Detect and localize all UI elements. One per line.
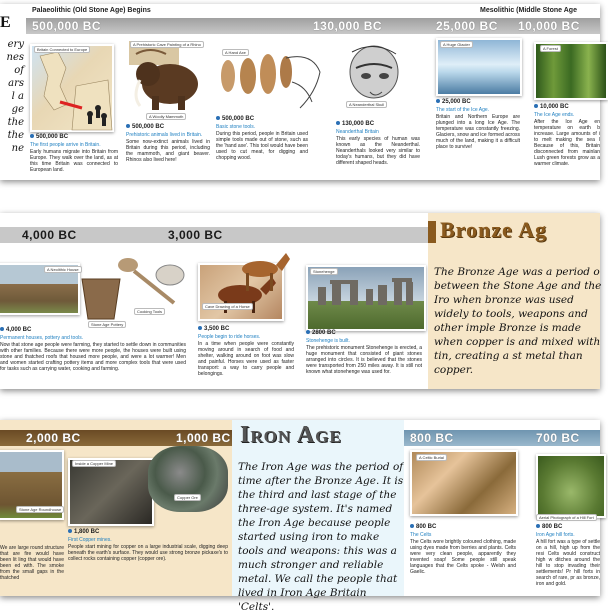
copper-ore-image [148, 446, 228, 512]
neanderthal-skull-image [334, 42, 406, 108]
year-800-a: 800 BC [410, 524, 436, 530]
sub-neanderthal: Neanderthal Britain [336, 129, 379, 135]
body-neanderthal: This early species of human was known as the Neanderthal. Neanderthals looked very similar to today's humans, but they did have different shaped heads. [336, 136, 420, 166]
date-4000: 4,000 BC [22, 228, 77, 242]
era-label-palaeolithic: Palaeolithic (Old Stone Age) Begins [32, 7, 151, 14]
sub-ice-age-ends: The Ice Age ends. [534, 112, 575, 118]
date-3000: 3,000 BC [168, 228, 223, 242]
horse-photo [232, 249, 292, 293]
year-3500: 3,500 BC [198, 326, 229, 332]
iron-age-heading: Iron Age [240, 422, 342, 448]
cooking-tools-label: Cooking Tools [134, 308, 165, 315]
bronze-age-paragraph: The Bronze Age was a period o between the Stone Age and the Iro when bronze was used widely to tools, weapons and other imple Bronze is made when copper is and mixed with tin, creating a st metal than copper. [434, 266, 602, 376]
sub-ice-age: The start of the Ice Age. [436, 107, 490, 113]
hill-fort-image [536, 454, 606, 518]
body-ice-age: Britain and Northern Europe are plunged into a long Ice Age. The temperature was constantly freezing. Glaciers, snow and ice formed across much of the land, making it a difficult place to survive! [436, 114, 520, 150]
sub-horses: People begin to ride horses. [198, 334, 261, 340]
year-2800: 2800 BC [306, 330, 336, 336]
forest-label: A Forest [540, 45, 561, 52]
rhino-painting-label: A Prehistoric Cave Painting of a Rhino [130, 41, 204, 48]
sub-copper-mines: First Copper mines. [68, 537, 112, 543]
date-25000: 25,000 BC [436, 19, 498, 33]
sub-hill-forts: Iron Age hill forts. [536, 532, 575, 538]
body-ice-age-ends: After the Ice Age en temperature on earth b increase. Large amounts of i to melt making the sea l Because of this, Britain disconnected from mainlan Lush green forests grow as a warmer climate. [534, 119, 600, 167]
hand-axe-label: A Hand Axe [222, 49, 249, 56]
body-roundhouse: We are large round structure that are fire would have been lit ling that would have been ed with. The smoke from the small gaps in the thatched [0, 545, 64, 581]
iron-age-strip [0, 420, 600, 613]
roundhouse-label: Stone Age Roundhouse [16, 506, 64, 513]
year-130000: 130,000 BC [336, 121, 374, 127]
date-700: 700 BC [536, 431, 580, 445]
body-permanent-houses: Now that stone age people were farming, they started to settle down in communities with other families. Because there were more people, the houses were built using stone and thatched roofs that housed more people, and were a lot warmer! Men and women started crafting pottery items and more complex tools that were used for tasks such as carrying water, cooking and farming. [0, 342, 186, 372]
iron-age-paragraph: The Iron Age was the period of time after the Bronze Age. It is the third and last stage of the three-age system. It's named the Iron Age because people started using iron to make tools and weapons: this was a much stronger and reliable metal. We call the people that lived in Iron Age Britain 'Celts'. [238, 461, 404, 613]
sub-prehistoric-animals: Prehistoric animals lived in Britain. [126, 132, 203, 138]
body-prehistoric-animals: Some now-extinct animals lived in Britain during this period, including the mammoth, and giant beaver. Rhinos also lived here! [126, 139, 210, 163]
mammoth-image [126, 40, 204, 112]
body-celts: The Celts wore brightly coloured clothing, made using dyes made from berries and plants. Celts were very clean people, apparently they invented soap! Some people still speak languages that the Celts spoke - Welsh and Gaelic. [410, 539, 516, 575]
sub-stonehenge: Stonehenge is built. [306, 338, 350, 344]
horse-label: Cave Drawing of a Horse [202, 303, 253, 310]
body-first-people: Early humans migrate into Britain from Europe. They walk over the land, as at this time Britain was connected to European land. [30, 149, 118, 173]
year-25000: 25,000 BC [436, 99, 471, 105]
house-label: A Neolithic House [44, 266, 82, 273]
date-800: 800 BC [410, 431, 454, 445]
glacier-label: A Huge Glacier [440, 41, 473, 48]
year-500000-a: 500,000 BC [30, 134, 68, 140]
heading-marker [428, 221, 436, 243]
sub-celts: The Celts [410, 532, 432, 538]
body-hill-forts: A hill fort was a type of settle on a hill, high up from the resi Celts would construct high w ditches around the hill to stop invading their settlements! Pr hill forts in search of rare, pr as bronze, iron and gold. [536, 539, 600, 587]
britain-map-image [30, 44, 114, 132]
date-1000: 1,000 BC [176, 431, 231, 445]
date-10000: 10,000 BC [518, 19, 580, 33]
body-horses: In a time when people were constantly moving around in search of food and shelter, walking around on foot was slow and painful. Horses were used as faster transport: a way to carry people and belongings. [198, 341, 294, 377]
sub-permanent-houses: Permanent houses, pottery and tools. [0, 335, 84, 341]
pottery-label: Stone Age Pottery [88, 321, 126, 328]
sub-first-people: The first people arrive in Britain. [30, 142, 101, 148]
date-130000: 130,000 BC [313, 19, 383, 33]
bronze-age-strip [0, 213, 600, 389]
date-500000: 500,000 BC [32, 19, 102, 33]
mammoth-label: A Woolly Mammoth [146, 113, 186, 120]
map-illustration [32, 46, 112, 130]
year-500000-c: 500,000 BC [216, 116, 254, 122]
year-4000: 4,000 BC [0, 327, 31, 333]
copper-mine-label: Inside a Copper Mine [72, 460, 116, 467]
bronze-age-heading: Bronze Ag [440, 217, 547, 242]
sub-stone-tools: Basic stone tools. [216, 124, 256, 130]
celtic-burial-label: A Celtic Burial [416, 454, 447, 461]
body-stone-tools: During this period, people in Britain used simple tools made out of stone, such as the 'hand axe'. This tool would have been used to cut meat, for digging and chopping wood. [216, 131, 308, 161]
stonehenge-label: Stonehenge [310, 268, 338, 275]
year-10000: 10,000 BC [534, 104, 569, 110]
date-2000: 2,000 BC [26, 431, 81, 445]
intro-partial-text: ery nes of ars l a ge the the ne [6, 39, 24, 154]
era-label-mesolithic: Mesolithic (Middle Stone Age [480, 7, 577, 14]
heading-partial: E [0, 14, 12, 31]
stone-age-strip [0, 4, 600, 180]
map-label: Britain Connected to Europe [34, 46, 90, 53]
year-500000-b: 500,000 BC [126, 124, 164, 130]
cooking-tools-image [116, 253, 186, 315]
copper-mine-image [68, 458, 154, 526]
body-stonehenge: The prehistoric monument Stonehenge is erected, a huge monument that consisted of giant stones arranged into circles. It is believed that the stones were transported from 250 miles away. It is still not known what stonehenge was used for. [306, 345, 422, 375]
copper-ore-label: Copper Ore [174, 494, 201, 501]
year-1800: 1,800 BC [68, 529, 99, 535]
body-copper-mines: People start mining for copper on a large industrial scale, digging deep beneath the earth's surface. They would use strong bronze pickaxe's to collect rocks containing copper (copper ore). [68, 544, 228, 562]
year-800-b: 800 BC [536, 524, 562, 530]
neanderthal-label: A Neanderthal Skull [346, 101, 387, 108]
hill-fort-label: Aerial Photograph of a Hill Fort [536, 514, 597, 521]
